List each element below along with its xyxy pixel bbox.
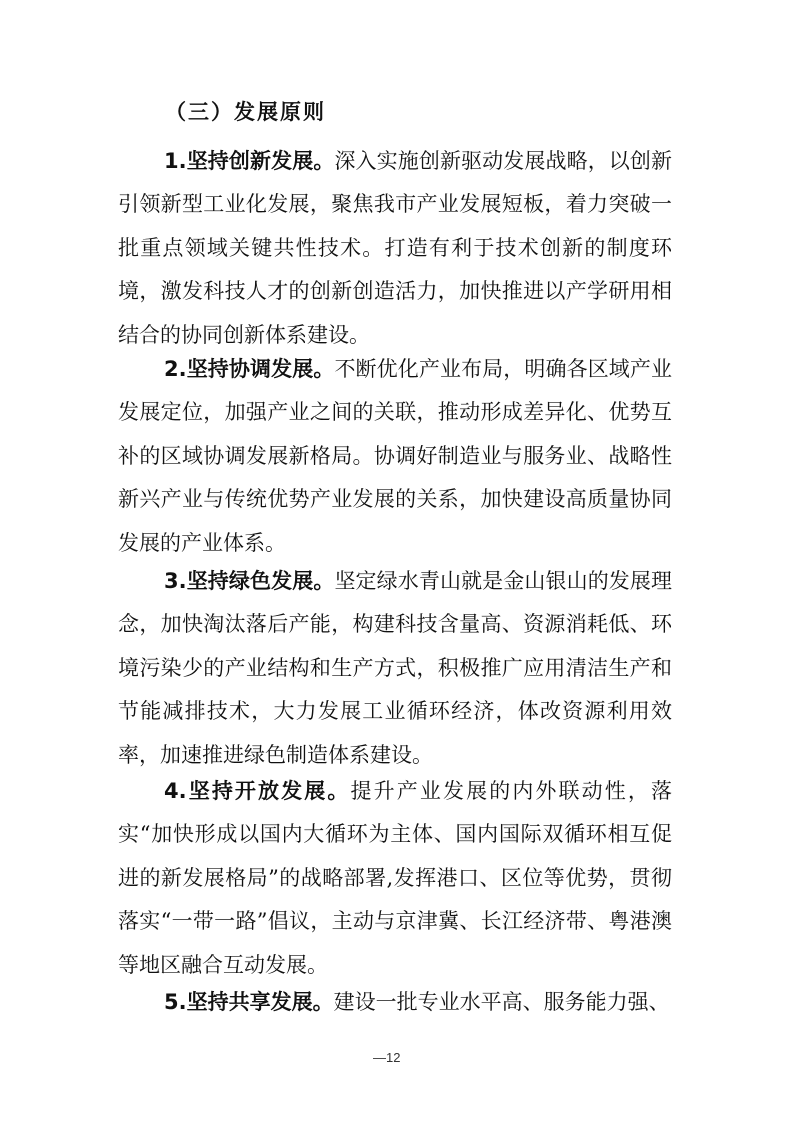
principle-paragraph-2 bbox=[118, 348, 672, 565]
section-heading: （三）发展原则 bbox=[165, 100, 326, 124]
principle-body: 深入实施创新驱动发展战略，以创新引领新型工业化发展，聚焦我市产业发展短板，着力突破一批重点领域关键共性技术。打造有利于技术创新的制度环境，激发科技人才的创新创造活力，加快推进以产学研用相结合的协同创新体系建设。 bbox=[118, 149, 673, 347]
principle-number: 4. bbox=[164, 779, 187, 803]
principle-body: 坚定绿水青山就是金山银山的发展理念，加快淘汰落后产能，构建科技含量高、资源消耗低、环境污染少的产业结构和生产方式，积极推广应用清洁生产和节能减排技术，大力发展工业循环经济，体改资源利用效率，加速推进绿色制造体系建设。 bbox=[118, 569, 673, 767]
principle-number: 1. bbox=[164, 149, 187, 173]
principle-body: 建设一批专业水平高、服务能力强、 bbox=[333, 990, 670, 1014]
principle-number: 5. bbox=[164, 990, 187, 1014]
principle-number: 2. bbox=[164, 357, 187, 381]
principle-number: 3. bbox=[164, 569, 187, 593]
principle-lead: 坚持创新发展。 bbox=[186, 149, 335, 173]
principle-paragraph-1 bbox=[118, 140, 672, 357]
principle-body: 不断优化产业布局，明确各区域产业发展定位，加强产业之间的关联，推动形成差异化、优势互补的区域协调发展新格局。协调好制造业与服务业、战略性新兴产业与传统优势产业发展的关系，加快建设高质量协同发展的产业体系。 bbox=[118, 357, 673, 555]
principle-paragraph-5 bbox=[118, 981, 672, 1024]
principle-lead: 坚持协调发展。 bbox=[186, 357, 335, 381]
page-number: —12 bbox=[373, 1050, 401, 1065]
principle-paragraph-3 bbox=[118, 560, 672, 777]
principle-paragraph-4 bbox=[118, 770, 672, 987]
principle-body: 提升产业发展的内外联动性，落实“加快形成以国内大循环为主体、国内国际双循环相互促进的新发展格局”的战略部署,发挥港口、区位等优势，贯彻落实“一带一路”倡议，主动与京津冀、长江经济带、粤港澳等地区融合互动发展。 bbox=[118, 779, 673, 977]
principle-lead: 坚持共享发展。 bbox=[186, 990, 334, 1014]
principle-lead: 坚持绿色发展。 bbox=[186, 569, 335, 593]
principle-lead: 坚持开放发展。 bbox=[186, 779, 351, 803]
